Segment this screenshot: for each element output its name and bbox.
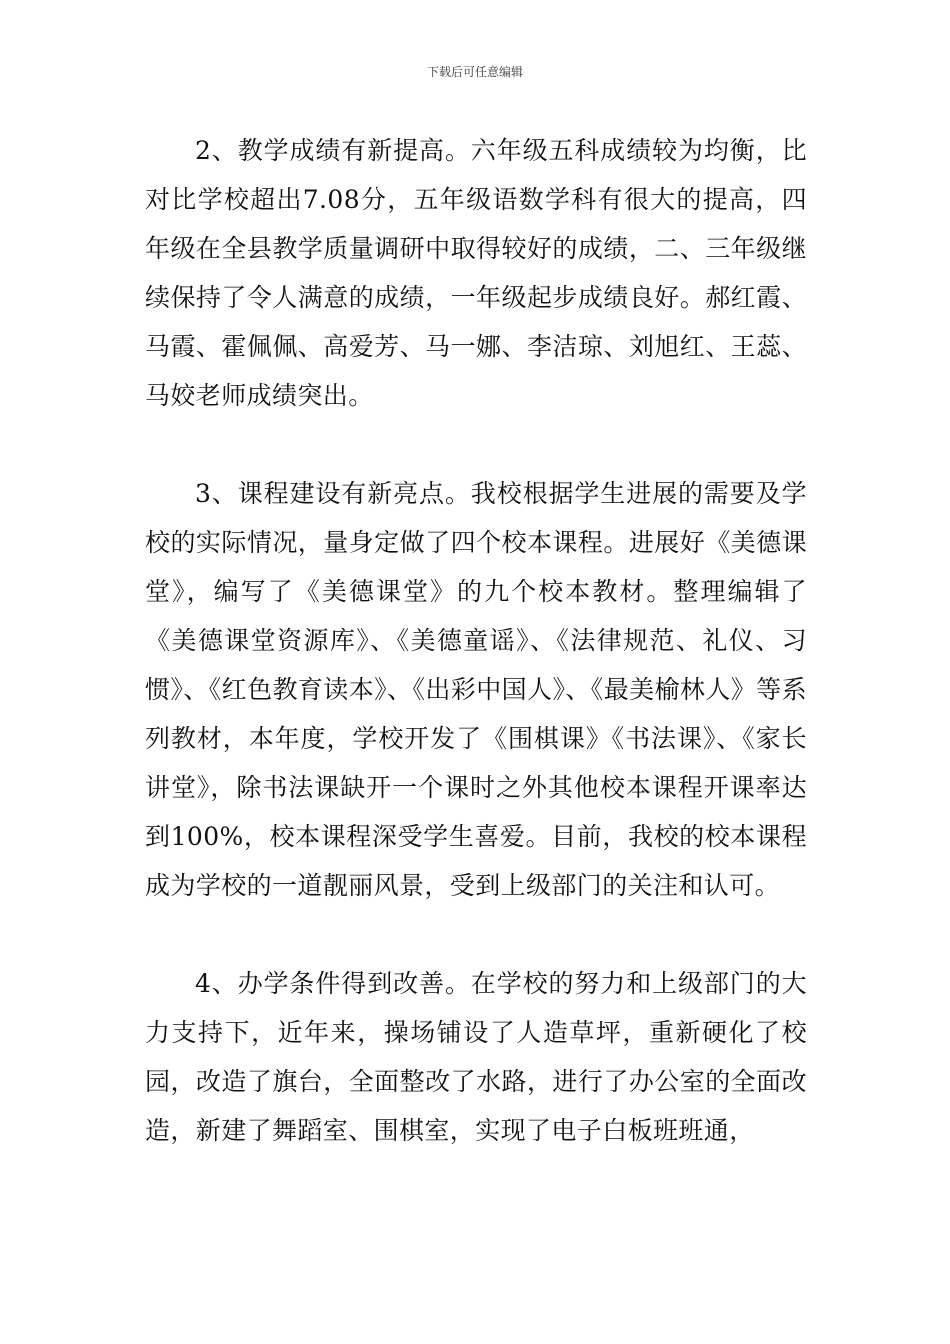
paragraph-teaching-results: 2、教学成绩有新提高。六年级五科成绩较为均衡，比对比学校超出7.08分，五年级语数学科有很大的提高，四年级在全县教学质量调研中取得较好的成绩，二、三年级继续保持了令人满意的成绩，一年级起步成绩良好。郝红霞、马霞、霍佩佩、高爱芳、马一娜、李洁琼、刘旭红、王蕊、马姣老师成绩突出。 [145,136,807,410]
page-header: 下载后可任意编辑 [426,65,523,79]
document-body [145,126,807,1155]
paragraph-curriculum: 3、课程建设有新亮点。我校根据学生进展的需要及学校的实际情况，量身定做了四个校本课程。进展好《美德课堂》，编写了《美德课堂》的九个校本教材。整理编辑了《美德课堂资源库》、《美德童谣》、《法律规范、礼仪、习惯》、《红色教育读本》、《出彩中国人》、《最美榆林人》等系列教材，本年度，学校开发了《围棋课》《书法课》、《家长讲堂》，除书法课缺开一个课时之外其他校本课程开课率达到100%，校本课程深受学生喜爱。目前，我校的校本课程成为学校的一道靓丽风景，受到上级部门的关注和认可。 [145,479,807,900]
paragraph-school-conditions: 4、办学条件得到改善。在学校的努力和上级部门的大力支持下，近年来，操场铺设了人造草坪，重新硬化了校园，改造了旗台，全面整改了水路，进行了办公室的全面改造，新建了舞蹈室、围棋室，实现了电子白板班班通， [145,969,807,1145]
